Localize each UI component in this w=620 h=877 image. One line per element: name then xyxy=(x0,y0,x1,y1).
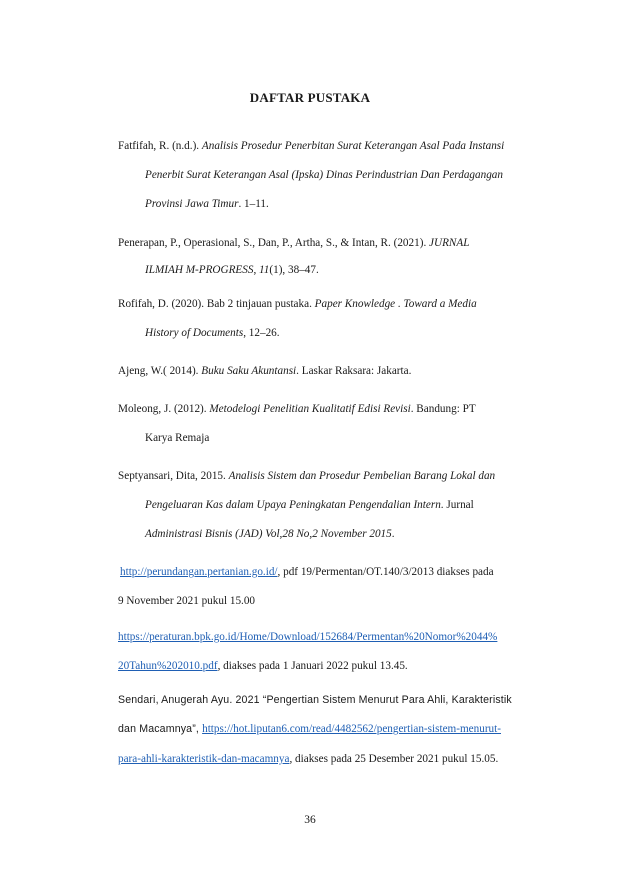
page-title: DAFTAR PUSTAKA xyxy=(249,90,371,105)
ref-text: , diakses pada 25 Desember 2021 pukul 15.05. xyxy=(289,753,499,765)
reference-2-line-2 xyxy=(145,263,319,277)
reference-1-line-1 xyxy=(118,139,504,153)
ref-title: History of Documents xyxy=(145,327,244,339)
ref-text: Fatfifah, R. (n.d.). xyxy=(118,140,202,152)
ref-title: Buku Saku Akuntansi xyxy=(201,365,297,377)
ref-title: Pengeluaran Kas dalam Upaya Peningkatan Pengendalian Intern xyxy=(145,499,441,511)
ref-text: , 12–26. xyxy=(243,327,280,339)
ref-title: Analisis Prosedur Penerbitan Surat Keterangan Asal Pada Instansi xyxy=(201,140,505,152)
ref-title: Penerbit Surat Keterangan Asal (Ipska) Dinas Perindustrian Dan Perdagangan xyxy=(145,169,503,181)
ref-link[interactable]: https://peraturan.bpk.go.id/Home/Download/152684/Permentan%20Nomor%2044% xyxy=(118,631,498,643)
ref-text: 9 November 2021 pukul 15.00 xyxy=(118,595,256,607)
reference-6-line-2 xyxy=(145,498,474,512)
reference-3-line-2 xyxy=(145,326,280,340)
ref-text: Septyansari, Dita, 2015. xyxy=(118,470,229,482)
ref-link[interactable]: https://hot.liputan6.com/read/4482562/pengertian-sistem-menurut- xyxy=(202,723,501,735)
reference-1-line-3 xyxy=(145,197,269,211)
ref-text: Karya Remaja xyxy=(145,432,210,444)
ref-text: Sendari, Anugerah Ayu. 2021 “Pengertian Sistem Menurut Para Ahli, Karakteristik xyxy=(118,694,512,706)
ref-text: Penerapan, P., Operasional, S., Dan, P., Artha, S., & Intan, R. (2021). xyxy=(118,237,430,249)
reference-6-line-1 xyxy=(118,469,495,483)
ref-volume: 11 xyxy=(259,264,270,276)
ref-title: ILMIAH M-PROGRESS xyxy=(145,264,254,276)
reference-5-line-2 xyxy=(145,431,209,445)
reference-3-line-1 xyxy=(118,297,477,311)
reference-9-line-2 xyxy=(118,722,501,736)
ref-text: Moleong, J. (2012). xyxy=(118,403,210,415)
reference-8-line-2 xyxy=(118,659,408,673)
ref-text: , xyxy=(253,264,260,276)
ref-text: . xyxy=(391,528,395,540)
ref-text: , diakses pada 1 Januari 2022 pukul 13.45. xyxy=(217,660,408,672)
ref-text: . Jurnal xyxy=(440,499,474,511)
reference-8-line-1 xyxy=(118,630,497,644)
ref-link[interactable]: para-ahli-karakteristik-dan-macamnya xyxy=(118,753,290,765)
page-number: 36 xyxy=(304,814,316,826)
ref-link[interactable]: 20Tahun%202010.pdf xyxy=(118,660,218,672)
ref-title: Provinsi Jawa Timur xyxy=(145,198,239,210)
ref-text: , pdf 19/Permentan/OT.140/3/2013 diakses pada xyxy=(277,566,494,578)
reference-9-line-1 xyxy=(118,693,512,707)
reference-2-line-1 xyxy=(118,236,469,250)
reference-7-line-2 xyxy=(118,594,255,608)
reference-5-line-1 xyxy=(118,402,476,416)
ref-title: Analisis Sistem dan Prosedur Pembelian Barang Lokal dan xyxy=(228,470,496,482)
ref-text: . Laskar Raksara: Jakarta. xyxy=(296,365,412,377)
ref-text: Ajeng, W.( 2014). xyxy=(118,365,202,377)
reference-7-line-1 xyxy=(120,565,494,579)
reference-1-line-2 xyxy=(145,168,503,182)
ref-title: Metodelogi Penelitian Kualitatif Edisi Revisi xyxy=(209,403,411,415)
ref-text: dan Macamnya”, xyxy=(118,723,203,735)
ref-text: (1), 38–47. xyxy=(269,264,319,276)
ref-title: JURNAL xyxy=(429,237,470,249)
reference-4-line-1 xyxy=(118,364,411,378)
ref-text: . Bandung: PT xyxy=(410,403,476,415)
reference-9-line-3 xyxy=(118,752,498,766)
ref-journal: Administrasi Bisnis (JAD) Vol,28 No,2 November 2015 xyxy=(145,528,392,540)
ref-text: Rofifah, D. (2020). Bab 2 tinjauan pustaka. xyxy=(118,298,315,310)
ref-link[interactable]: http://perundangan.pertanian.go.id/ xyxy=(120,566,278,578)
ref-title: Paper Knowledge . Toward a Media xyxy=(314,298,477,310)
reference-6-line-3 xyxy=(145,527,395,541)
ref-text: . 1–11. xyxy=(238,198,269,210)
